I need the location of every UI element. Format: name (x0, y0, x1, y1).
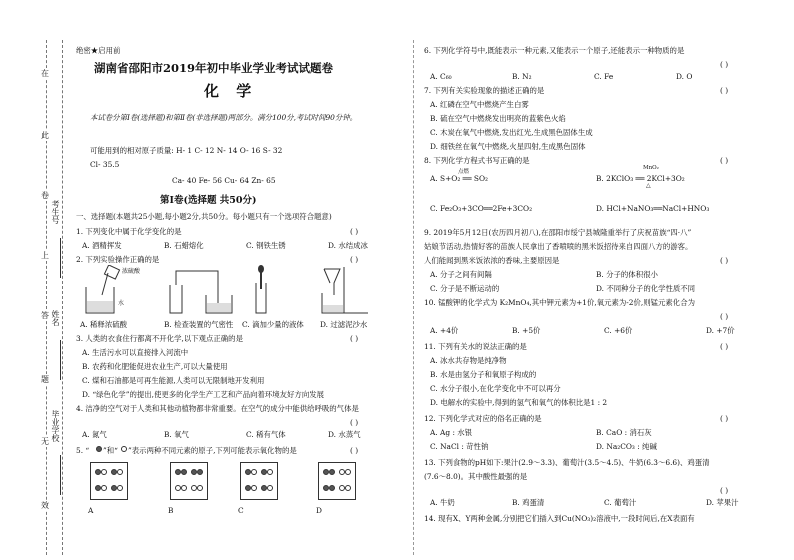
filled-atom-icon (197, 469, 203, 475)
q3-opt-c[interactable]: C. 煤和石油都是可再生能源,人类可以无限制地开发利用 (82, 376, 265, 385)
q10-opt-c[interactable]: C. +6价 (604, 326, 633, 335)
q11-opt-d[interactable]: D. 电解水的实验中,得到的氢气和氧气的体积比是1 : 2 (430, 398, 608, 407)
field-examinee-number[interactable]: 考生号 (51, 200, 60, 224)
binding-char: 在 (41, 69, 49, 78)
q12-opt-d[interactable]: D. Na₂CO₃ : 纯碱 (596, 442, 657, 451)
q8-cond-b-top: MnO₂ (643, 165, 659, 171)
q4-opt-b[interactable]: B. 氧气 (164, 430, 189, 439)
q7-opt-d[interactable]: D. 细铁丝在氧气中燃烧,火星四射,生成黑色固体 (430, 142, 586, 151)
atomic-mass-line3: Ca- 40 Fe- 56 Cu- 64 Zn- 65 (172, 176, 276, 185)
q3-opt-d[interactable]: D. “绿色化学”的提出,使更多的化学生产工艺和产品向着环境友好方向发展 (82, 390, 324, 399)
binding-char: 上 (41, 251, 49, 260)
q6-opt-c[interactable]: C. Fe (594, 72, 614, 81)
q2-opt-c[interactable]: C. 滴加少量的液体 (242, 320, 304, 329)
q5-answer[interactable]: ( ) (350, 446, 359, 455)
q7-answer[interactable]: ( ) (720, 86, 729, 95)
q8-opt-d[interactable]: D. HCl+NaNO₃══NaCl+HNO₃ (596, 204, 710, 213)
q7-opt-b[interactable]: B. 硫在空气中燃烧发出明亮的蓝紫色火焰 (430, 114, 566, 123)
q9-opt-d[interactable]: D. 不同种分子的化学性质不同 (596, 284, 696, 293)
q10-opt-b[interactable]: B. +5价 (512, 326, 541, 335)
q12-stem: 12. 下列化学式对应的俗名正确的是 (424, 414, 542, 423)
atomic-mass-line1: 可能用到的相对原子质量: H- 1 C- 12 N- 14 O- 16 S- 32 (90, 146, 283, 155)
apparatus-c-dropper (256, 265, 266, 313)
q8-answer[interactable]: ( ) (720, 156, 729, 165)
q9-stem: 9. 2019年5月12日(农历四月初八),在邵阳市绥宁县城隆重举行了庆祝苗族“四·八” (424, 228, 692, 237)
q7-stem: 7. 下列有关实验现象的描述正确的是 (424, 86, 545, 95)
q9-answer[interactable]: ( ) (720, 256, 729, 265)
q9-opt-c[interactable]: C. 分子是不断运动的 (430, 284, 500, 293)
atomic-mass-line2: Cl- 35.5 (90, 160, 120, 169)
q4-opt-c[interactable]: C. 稀有气体 (246, 430, 286, 439)
q13-stem-2: (7.6～8.0)。其中酸性最强的是 (424, 472, 528, 481)
q7-opt-c[interactable]: C. 木炭在氧气中燃烧,发出红光,生成黑色固体生成 (430, 128, 593, 137)
q8-stem: 8. 下列化学方程式书写正确的是 (424, 156, 530, 165)
q14-stem: 14. 现有X、Y两种金属,分别把它们插入到Cu(NO₃)₂溶液中,一段时间后,在X表面有 (424, 514, 695, 523)
q8-opt-b[interactable]: B. 2KClO₃ ══ 2KCl+3O₂ (596, 174, 685, 183)
hollow-atom-icon (251, 469, 257, 475)
hollow-atom-icon (345, 485, 351, 491)
q8-cond-a: 点燃 (458, 169, 470, 175)
binding-char: 答 (41, 311, 49, 320)
q9-opt-a[interactable]: A. 分子之间有间隔 (430, 270, 492, 279)
hollow-atom-icon (101, 469, 107, 475)
page-title: 湖南省邵阳市2019年初中毕业学业考试试题卷 (94, 61, 334, 75)
q5-molecule-box (170, 462, 208, 500)
q4-opt-a[interactable]: A. 氮气 (82, 430, 107, 439)
q7-opt-a[interactable]: A. 红磷在空气中燃烧产生白雾 (430, 100, 529, 109)
intro-text: 本试卷分第Ⅰ卷(选择题)和第Ⅱ卷(非选择题)两部分。满分100分,考试时间90分钟。 (90, 113, 358, 122)
q2-opt-b[interactable]: B. 检查装置的气密性 (164, 320, 234, 329)
q9-opt-b[interactable]: B. 分子的体积很小 (596, 270, 658, 279)
filled-atom-icon (96, 446, 102, 452)
hollow-atom-icon (197, 485, 203, 491)
q12-answer[interactable]: ( ) (720, 414, 729, 423)
q2-apparatus-figure (78, 265, 388, 317)
label-water: 水 (118, 300, 125, 307)
apparatus-b-airtight (170, 271, 232, 313)
q1-stem: 1. 下列变化中属于化学变化的是 (76, 227, 182, 236)
q4-stem: 4. 洁净的空气对于人类和其他动植物都非常重要。在空气的成分中能供给呼吸的气体是 (76, 404, 359, 413)
q5-legend: 表示两种不同元素的原子,下列可能表示氧化物的是 (131, 446, 297, 455)
q13-stem: 13. 下列食物的pH如下:果汁(2.9～3.3)、葡萄汁(3.5～4.5)、牛奶(6.3～6.6)、鸡蛋清 (424, 458, 710, 467)
subject-title: 化 学 (204, 82, 258, 100)
q11-opt-a[interactable]: A. 冰水共存物是纯净物 (430, 356, 507, 365)
q13-answer[interactable]: ( ) (720, 486, 729, 495)
column-divider (413, 40, 414, 555)
q8-cond-b-bot: △ (646, 182, 651, 189)
q10-opt-a[interactable]: A. +4价 (430, 326, 459, 335)
q5-molecule-box (90, 462, 128, 500)
q8-opt-a[interactable]: A. S+O₂ ══ SO₂ (430, 174, 488, 183)
q13-opt-a[interactable]: A. 牛奶 (430, 498, 455, 507)
field-examinee-number-line (60, 238, 61, 278)
hollow-atom-icon (267, 485, 273, 491)
field-name-line (60, 340, 61, 380)
filled-atom-icon (181, 469, 187, 475)
q1-opt-b[interactable]: B. 石蜡熔化 (164, 241, 204, 250)
binding-char: 题 (41, 375, 49, 384)
q8-opt-c[interactable]: C. Fe₂O₃+3CO══2Fe+3CO₂ (430, 204, 533, 213)
q1-opt-d[interactable]: D. 水结成冰 (328, 241, 368, 250)
q12-opt-c[interactable]: C. NaCl : 苛性钠 (430, 442, 489, 451)
q10-answer[interactable]: ( ) (720, 312, 729, 321)
q6-answer[interactable]: ( ) (720, 60, 729, 69)
q13-opt-b[interactable]: B. 鸡蛋清 (512, 498, 545, 507)
binding-char: 效 (41, 501, 49, 510)
q6-opt-b[interactable]: B. N₂ (512, 72, 532, 81)
q1-answer[interactable]: ( ) (350, 227, 359, 236)
binding-line-inner (62, 40, 63, 555)
binding-char: 卷 (41, 191, 49, 200)
hollow-atom-icon (101, 485, 107, 491)
q4-opt-d[interactable]: D. 水蒸气 (328, 430, 361, 439)
q5-opt-b[interactable]: B (168, 506, 174, 515)
hollow-atom-icon (117, 469, 123, 475)
q3-answer[interactable]: ( ) (350, 334, 359, 343)
field-school-line (60, 455, 61, 495)
q11-opt-c[interactable]: C. 水分子很小,在化学变化中不可以再分 (430, 384, 561, 393)
q2-opt-a[interactable]: A. 稀释浓硫酸 (80, 320, 127, 329)
q9-stem-3: 人们能闻到黑米饭浓浓的香味,主要原因是 (424, 256, 560, 265)
q12-opt-b[interactable]: B. CaO : 消石灰 (596, 428, 652, 437)
q5-opt-a[interactable]: A (88, 506, 94, 515)
q1-opt-a[interactable]: A. 酒精挥发 (82, 241, 122, 250)
q10-stem: 10. 锰酸钾的化学式为 K₂MnO₄,其中钾元素为+1价,氧元素为-2价,则锰元素化合为 (424, 298, 695, 307)
q6-opt-a[interactable]: A. C₆₀ (430, 72, 452, 81)
field-name[interactable]: 姓名 (51, 310, 60, 326)
q5-opt-c[interactable]: C (238, 506, 244, 515)
q6-stem: 6. 下列化学符号中,既能表示一种元素,又能表示一个原子,还能表示一种物质的是 (424, 46, 685, 55)
section-heading: 第Ⅰ卷(选择题 共50分) (160, 195, 257, 206)
hollow-atom-icon (345, 469, 351, 475)
binding-line (46, 40, 47, 555)
binding-char: 无 (41, 437, 49, 446)
field-school[interactable]: 毕业学校 (51, 410, 60, 442)
q2-opt-d[interactable]: D. 过滤泥沙水 (320, 320, 368, 329)
q5-molecule-box (240, 462, 278, 500)
q3-opt-a[interactable]: A. 生活污水可以直接排入河流中 (82, 348, 189, 357)
hollow-atom-icon (121, 446, 127, 452)
filled-atom-icon (329, 485, 335, 491)
q2-answer[interactable]: ( ) (350, 255, 359, 264)
q5-stem-prefix: 5. “ (76, 446, 90, 455)
q5-stem-mid: ”和“ (103, 446, 118, 455)
apparatus-a-beaker (86, 265, 120, 313)
q10-opt-d[interactable]: D. +7价 (706, 326, 735, 335)
q11-stem: 11. 下列有关水的说法正确的是 (424, 342, 527, 351)
q6-opt-d[interactable]: D. O (676, 72, 693, 81)
q5-stem-rest: ”表示两种不同元素的原子,下列可能表示氧化物的是 (128, 446, 297, 455)
q5-molecule-box (318, 462, 356, 500)
hollow-atom-icon (181, 485, 187, 491)
q2-stem: 2. 下列实验操作正确的是 (76, 255, 160, 264)
q13-opt-c[interactable]: C. 葡萄汁 (604, 498, 637, 507)
q11-answer[interactable]: ( ) (720, 342, 729, 351)
q5-opt-d[interactable]: D (316, 506, 322, 515)
q3-opt-b[interactable]: B. 农药和化肥能促进农业生产,可以大量使用 (82, 362, 228, 371)
q4-answer[interactable]: ( ) (350, 418, 359, 427)
hollow-atom-icon (267, 469, 273, 475)
hollow-atom-icon (117, 485, 123, 491)
secret-label: 绝密★启用前 (76, 46, 121, 55)
q9-stem-2: 姑娘节活动,热情好客的苗族人民拿出了香喷喷的黑米饭招待来自四面八方的游客。 (424, 242, 693, 251)
apparatus-d-filter (322, 267, 368, 313)
filled-atom-icon (329, 469, 335, 475)
q12-opt-a[interactable]: A. Ag : 水银 (430, 428, 473, 437)
q1-opt-c[interactable]: C. 钢铁生锈 (246, 241, 286, 250)
binding-char: 此 (41, 131, 49, 140)
instruction: 一、选择题(本题共25小题,每小题2分,共50分。每小题只有一个选项符合题意) (76, 212, 332, 221)
q3-stem: 3. 人类的衣食住行都离不开化学,以下观点正确的是 (76, 334, 243, 343)
label-acid: 浓硫酸 (122, 268, 141, 275)
q11-opt-b[interactable]: B. 水是由氢分子和氧原子构成的 (430, 370, 537, 379)
q13-opt-d[interactable]: D. 苹果汁 (706, 498, 739, 507)
hollow-atom-icon (251, 485, 257, 491)
